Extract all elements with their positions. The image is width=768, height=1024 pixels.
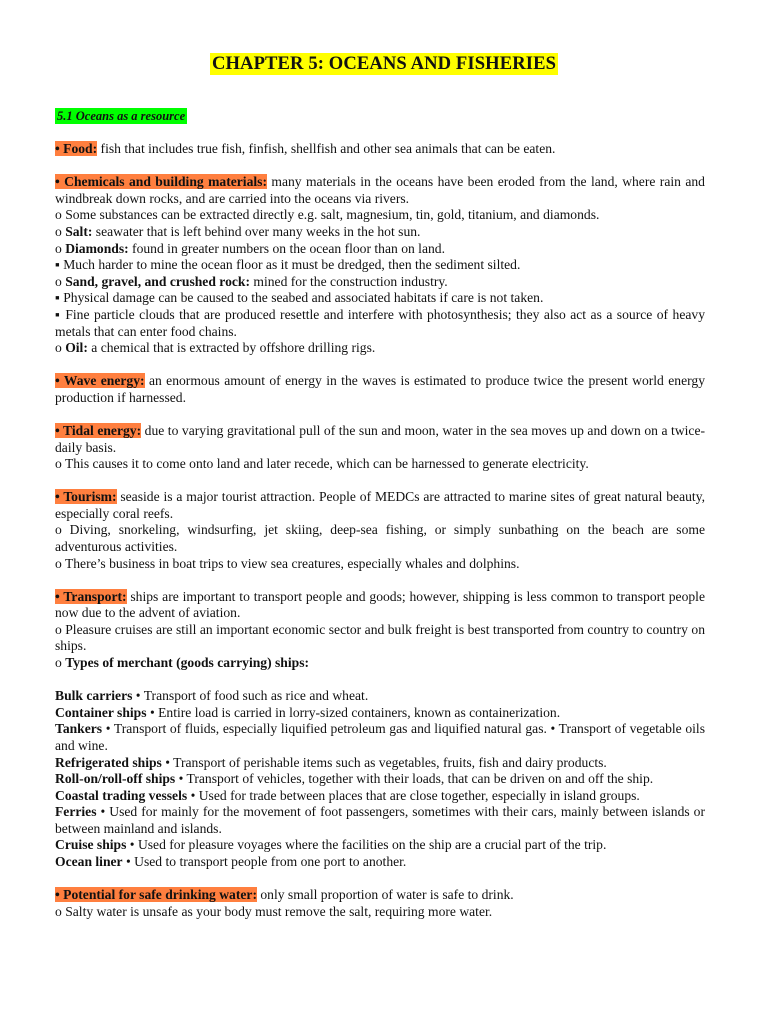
chemicals-line-4: ▪ Much harder to mine the ocean floor as it must be dredged, then the sediment silted. [55, 257, 521, 273]
ship-desc: • Transport of vehicles, together with their loads, that can be driven on and off the ship. [175, 771, 654, 787]
wave-text: an enormous amount of energy in the waves is estimated to produce twice the present world energy production if harnessed. [55, 373, 705, 405]
section-heading: 5.1 Oceans as a resource [57, 109, 186, 123]
ship-desc: • Used for mainly for the movement of foot passengers, sometimes with their cars, mainly between islands or between mainland and islands. [55, 804, 705, 836]
chemicals-paragraph [55, 174, 705, 207]
oil-label: Oil: [65, 340, 88, 356]
tidal-heading: • Tidal energy: [55, 422, 142, 438]
chemicals-line-1: o Some substances can be extracted directly e.g. salt, magnesium, tin, gold, titanium, and diamonds. [55, 207, 600, 223]
ship-item [55, 771, 705, 788]
ship-desc: • Transport of food such as rice and wheat. [132, 688, 369, 704]
food-text: fish that includes true fish, finfish, shellfish and other sea animals that can be eaten. [97, 141, 556, 157]
transport-line-1: o Pleasure cruises are still an important economic sector and bulk freight is best transported from country to country on ships. [55, 621, 705, 654]
chemicals-line-7: ▪ Fine particle clouds that are produced resettle and interfere with photosynthesis; they also act as a source of heavy metals that can enter food chains. [55, 306, 705, 339]
ship-name: Roll-on/roll-off ships [55, 771, 176, 787]
ship-desc: • Used for trade between places that are close together, especially in island groups. [187, 787, 640, 803]
chemicals-line-8: o Oil: a chemical that is extracted by offshore drilling rigs. [55, 340, 376, 356]
chemicals-heading: • Chemicals and building materials: [55, 174, 267, 190]
tidal-text: due to varying gravitational pull of the sun and moon, water in the sea moves up and down on a twice-daily basis. [55, 422, 706, 455]
tidal-line-1: o This causes it to come onto land and later recede, which can be harnessed to generate electricity. [55, 456, 589, 472]
wave-paragraph [55, 373, 705, 406]
title-wrap [0, 53, 768, 75]
chemicals-line-3: o Diamonds: found in greater numbers on the ocean floor than on land. [55, 240, 445, 256]
water-heading: • Potential for safe drinking water: [55, 887, 257, 903]
ship-item [55, 854, 705, 871]
ship-desc: • Used for pleasure voyages where the facilities on the ship are a crucial part of the trip. [126, 837, 607, 853]
transport-paragraph [55, 589, 705, 622]
sand-label: Sand, gravel, and crushed rock: [65, 273, 250, 289]
tourism-paragraph [55, 489, 705, 522]
ship-name: Coastal trading vessels [55, 787, 188, 803]
food-paragraph [55, 141, 705, 158]
ship-name: Refrigerated ships [55, 754, 162, 770]
ship-item [55, 721, 705, 754]
chemicals-line-6: ▪ Physical damage can be caused to the seabed and associated habitats if care is not taken. [55, 290, 544, 306]
food-heading: • Food: [55, 141, 98, 157]
water-paragraph [55, 887, 705, 904]
wave-heading: • Wave energy: [55, 373, 145, 389]
tourism-line-1: o Diving, snorkeling, windsurfing, jet skiing, deep-sea fishing, or simply sunbathing on the beach are some adventurous activities. [55, 522, 705, 554]
section-heading-wrap [55, 108, 705, 125]
water-line-1: o Salty water is unsafe as your body must remove the salt, requiring more water. [55, 903, 493, 919]
ship-desc: • Transport of perishable items such as vegetables, fruits, fish and dairy products. [161, 754, 607, 770]
ship-name: Container ships [55, 704, 147, 720]
water-text: only small proportion of water is safe to drink. [256, 887, 514, 903]
tidal-paragraph [55, 423, 705, 456]
chemicals-text: many materials in the oceans have been eroded from the land, where rain and windbreak down rocks, and are carried into the oceans via rivers. [55, 174, 705, 206]
ship-item [55, 755, 705, 772]
ship-item [55, 837, 705, 854]
chapter-title: CHAPTER 5: OCEANS AND FISHERIES [211, 53, 557, 74]
ship-name: Ocean liner [55, 854, 123, 870]
tourism-heading: • Tourism: [55, 489, 117, 505]
document-body [55, 108, 705, 920]
chemicals-line-5: o Sand, gravel, and crushed rock: mined for the construction industry. [55, 273, 448, 289]
ship-item [55, 705, 705, 722]
transport-text: ships are important to transport people and goods; however, shipping is less common to transport people now due to the advent of aviation. [55, 588, 705, 621]
ship-name: Tankers [55, 721, 103, 737]
ship-name: Ferries [55, 804, 97, 820]
ship-desc: • Used to transport people from one port to another. [122, 854, 407, 870]
transport-line-2: o Types of merchant (goods carrying) ships: [55, 655, 310, 671]
tourism-line-2: o There’s business in boat trips to view sea creatures, especially whales and dolphins. [55, 555, 520, 571]
ship-item [55, 788, 705, 805]
ship-item [55, 804, 705, 837]
tourism-text: seaside is a major tourist attraction. People of MEDCs are attracted to marine sites of great natural beauty, especially coral reefs. [55, 489, 706, 521]
chemicals-line-2: o Salt: seawater that is left behind over many weeks in the hot sun. [55, 223, 421, 239]
ship-name: Bulk carriers [55, 688, 133, 704]
diamonds-label: Diamonds: [65, 240, 129, 256]
ship-name: Cruise ships [55, 837, 127, 853]
ship-item [55, 688, 705, 705]
ship-desc: • Entire load is carried in lorry-sized containers, known as containerization. [146, 704, 561, 720]
ship-types-label: Types of merchant (goods carrying) ships: [65, 655, 310, 671]
transport-heading: • Transport: [55, 588, 127, 604]
salt-label: Salt: [65, 223, 93, 239]
ship-desc: • Transport of fluids, especially liquified petroleum gas and liquified natural gas. • Transport of vegetable oils and wine. [55, 721, 705, 753]
